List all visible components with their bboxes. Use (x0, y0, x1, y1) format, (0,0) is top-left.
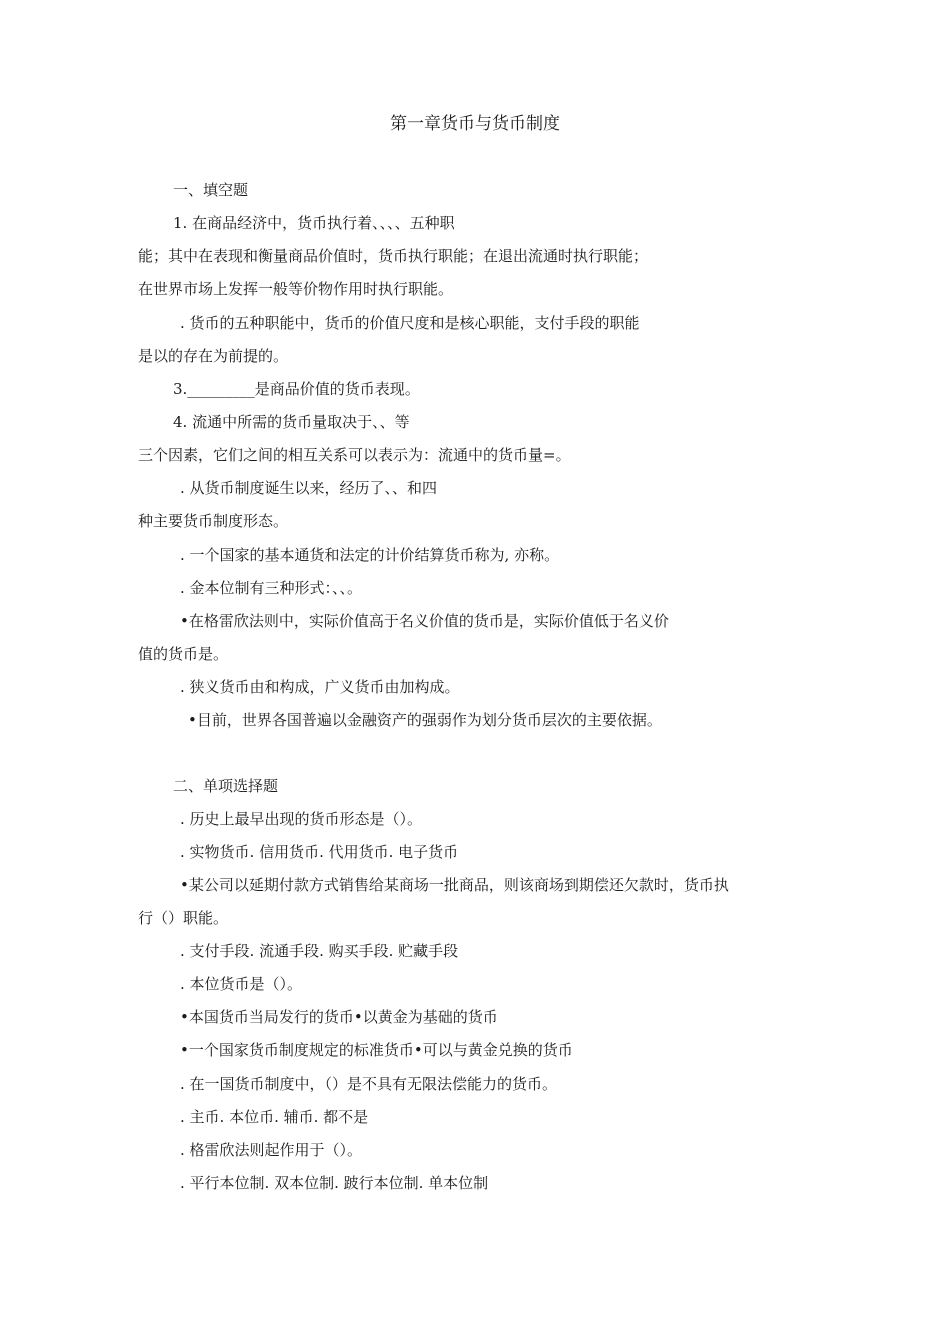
answer-options: . 实物货币. 信用货币. 代用货币. 电子货币 (180, 843, 459, 861)
question-line: 值的货币是。 (138, 645, 229, 663)
question-line: 是以的存在为前提的。 (138, 347, 289, 365)
question-line: . 货币的五种职能中，货币的价值尺度和是核心职能，支付手段的职能 (180, 314, 640, 332)
question-line: . 在一国货币制度中，（）是不具有无限法偿能力的货币。 (180, 1075, 558, 1093)
question-line: . 金本位制有三种形式：、、。 (180, 579, 363, 597)
question-line: . 本位货币是（）。 (180, 975, 303, 993)
answer-options: •一个国家货币制度规定的标准货币•可以与黄金兑换的货币 (180, 1041, 573, 1059)
question-line: . 从货币制度诞生以来，经历了、、和四 (180, 479, 438, 497)
question-line: 3._________是商品价值的货币表现。 (173, 380, 420, 398)
answer-options: . 主币. 本位币. 辅币. 都不是 (180, 1108, 369, 1126)
answer-options: . 支付手段. 流通手段. 购买手段. 贮藏手段 (180, 942, 459, 960)
section-heading-single-choice: 二、单项选择题 (173, 777, 279, 795)
question-line: 三个因素，它们之间的相互关系可以表示为：流通中的货币量=。 (138, 446, 571, 464)
question-line: . 狭义货币由和构成，广义货币由加构成。 (180, 678, 460, 696)
section-heading-fill-in: 一、填空题 (173, 181, 249, 199)
question-line: 行（）职能。 (138, 909, 229, 927)
question-line: •在格雷欣法则中，实际价值高于名义价值的货币是，实际价值低于名义价 (180, 612, 669, 630)
answer-options: . 平行本位制. 双本位制. 跛行本位制. 单本位制 (180, 1174, 489, 1192)
answer-options: •本国货币当局发行的货币•以黄金为基础的货币 (180, 1008, 498, 1026)
question-line: •目前，世界各国普遍以金融资产的强弱作为划分货币层次的主要依据。 (188, 711, 662, 729)
question-line: 在世界市场上发挥一般等价物作用时执行职能。 (138, 280, 454, 298)
question-line: 4. 流通中所需的货币量取决于、、等 (173, 413, 410, 431)
question-line: . 历史上最早出现的货币形态是（）。 (180, 810, 423, 828)
question-line: 1. 在商品经济中，货币执行着、、、、五种职 (173, 214, 455, 232)
question-line: 能；其中在表现和衡量商品价值时，货币执行职能；在退出流通时执行职能； (138, 247, 649, 265)
question-line: . 格雷欣法则起作用于（）。 (180, 1141, 363, 1159)
question-line: 种主要货币制度形态。 (138, 512, 289, 530)
question-line: •某公司以延期付款方式销售给某商场一批商品，则该商场到期偿还欠款时，货币执 (180, 876, 729, 894)
question-line: . 一个国家的基本通货和法定的计价结算货币称为, 亦称。 (180, 546, 560, 564)
page-title: 第一章货币与货币制度 (390, 114, 560, 134)
